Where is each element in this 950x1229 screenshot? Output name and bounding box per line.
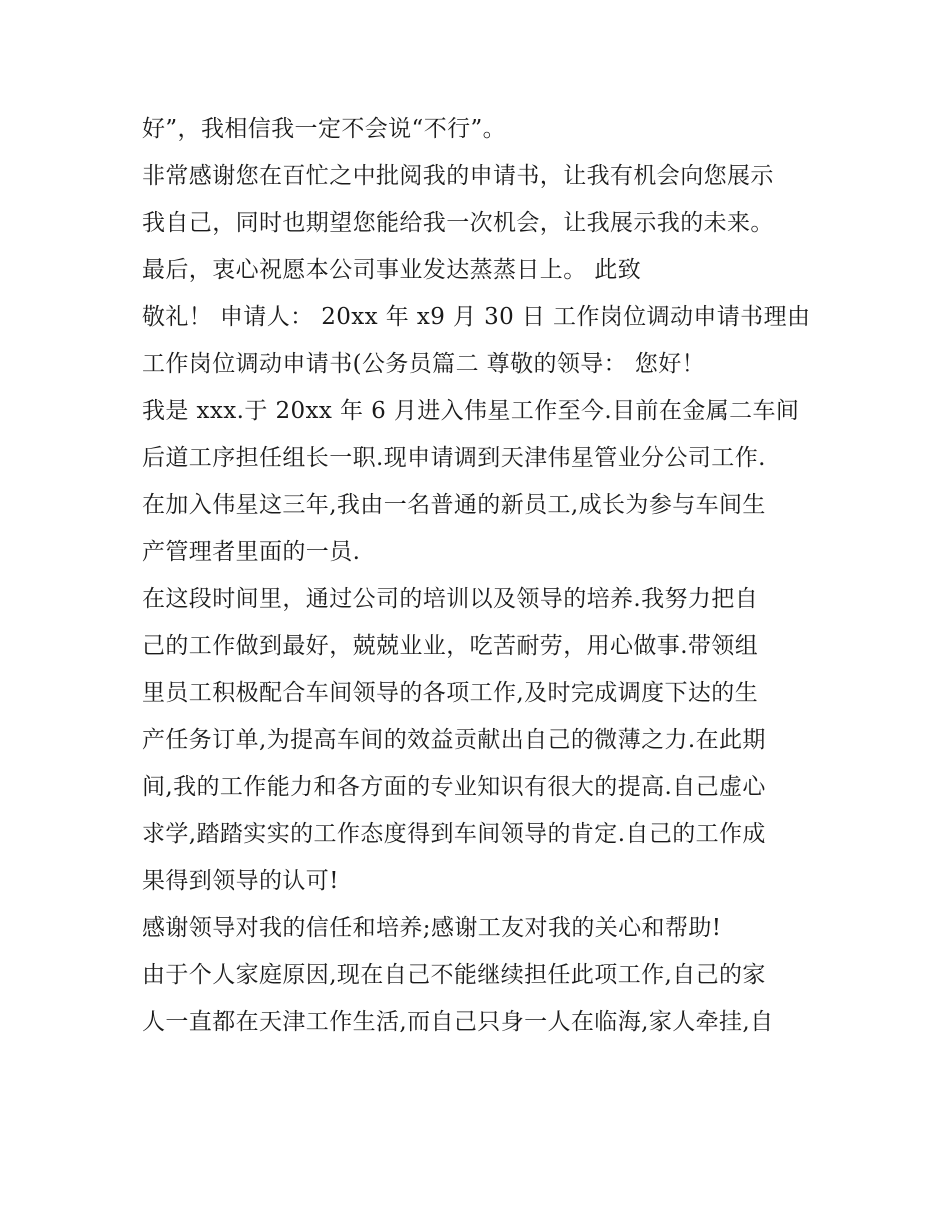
text-line: 感谢领导对我的信任和培养;感谢工友对我的关心和帮助! bbox=[142, 915, 722, 941]
text-line: 我是 xxx.于 20xx 年 6 月进入伟星工作至今.目前在金属二车间 bbox=[142, 398, 800, 424]
document-body bbox=[142, 106, 822, 1046]
text-line: 最后，衷心祝愿本公司事业发达蒸蒸日上。 此致 bbox=[142, 257, 642, 283]
text-line: 己的工作做到最好，兢兢业业，吃苦耐劳，用心做事.带领组 bbox=[142, 633, 759, 659]
text-line: 人一直都在天津工作生活,而自己只身一人在临海,家人牵挂,自 bbox=[142, 1009, 774, 1035]
text-line: 敬礼！ 申请人： 20xx 年 x9 月 30 日 工作岗位调动申请书理由 bbox=[142, 304, 811, 330]
text-line: 在加入伟星这三年,我由一名普通的新员工,成长为参与车间生 bbox=[142, 492, 766, 518]
text-line: 求学,踏踏实实的工作态度得到车间领导的肯定.自己的工作成 bbox=[142, 821, 766, 847]
text-line: 在这段时间里，通过公司的培训以及领导的培养.我努力把自 bbox=[142, 586, 759, 612]
text-line: 果得到领导的认可! bbox=[142, 868, 339, 894]
text-line: 我自己，同时也期望您能给我一次机会，让我展示我的未来。 bbox=[142, 210, 774, 236]
text-line: 非常感谢您在百忙之中批阅我的申请书，让我有机会向您展示 bbox=[142, 163, 774, 189]
text-line: 产任务订单,为提高车间的效益贡献出自己的微薄之力.在此期 bbox=[142, 727, 766, 753]
text-line: 工作岗位调动申请书(公务员篇二 尊敬的领导： 您好！ bbox=[142, 351, 705, 377]
text-line: 后道工序担任组长一职.现申请调到天津伟星管业分公司工作. bbox=[142, 445, 766, 471]
text-line: 间,我的工作能力和各方面的专业知识有很大的提高.自己虚心 bbox=[142, 774, 766, 800]
text-line: 好”，我相信我一定不会说“不行”。 bbox=[142, 116, 507, 142]
text-line: 产管理者里面的一员. bbox=[142, 539, 361, 565]
text-line: 由于个人家庭原因,现在自己不能继续担任此项工作,自己的家 bbox=[142, 962, 766, 988]
text-line: 里员工积极配合车间领导的各项工作,及时完成调度下达的生 bbox=[142, 680, 759, 706]
